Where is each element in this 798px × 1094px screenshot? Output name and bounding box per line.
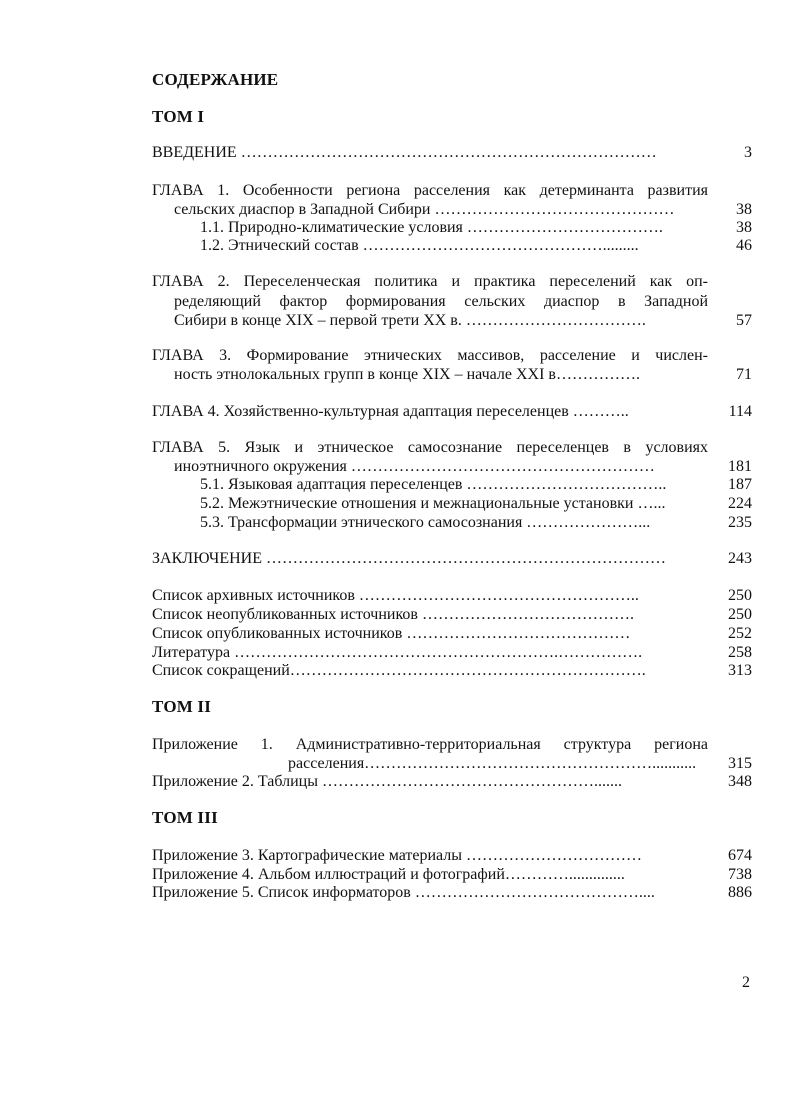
toc-page-number: 674 [728, 847, 752, 864]
toc-entry-intro[interactable] [152, 143, 712, 163]
volume-1-heading: ТОМ I [152, 107, 205, 126]
toc-page-number: 38 [736, 201, 752, 218]
volume-3-heading: ТОМ III [152, 808, 218, 827]
toc-page-number: 315 [728, 755, 752, 772]
toc-page-number: 235 [728, 514, 752, 531]
toc-page-number: 57 [736, 312, 752, 329]
toc-entry-text: 5.2. Межэтнические отношения и межнациональные установки …... [200, 495, 666, 512]
toc-entry-list[interactable] [152, 661, 712, 681]
toc-entry-text: Список опубликованных источников …………………………………… [152, 625, 631, 642]
toc-entry-chapter-2-cont: ределяющий фактор формирования сельских диаспор в Западной [174, 293, 708, 310]
toc-page-number: 71 [736, 366, 752, 383]
toc-entry-text: иноэтничного окружения ………………………………………………… [174, 458, 655, 475]
toc-entry-text: Список неопубликованных источников …………………………………. [152, 606, 634, 623]
toc-entry-chapter-4[interactable] [152, 402, 712, 422]
toc-entry-section-1-2[interactable] [200, 236, 710, 256]
toc-entry-list[interactable] [152, 605, 712, 625]
toc-entry-text: ГЛАВА 4. Хозяйственно-культурная адаптация переселенцев ……….. [152, 403, 629, 420]
toc-entry-appendix-4[interactable] [152, 865, 712, 885]
toc-page-number: 46 [736, 237, 752, 254]
contents-title: СОДЕРЖАНИЕ [152, 70, 279, 89]
toc-entry-text: ЗАКЛЮЧЕНИЕ ………………………………………………………………… [152, 550, 666, 567]
toc-entry-chapter-2[interactable]: ГЛАВА 2. Переселенческая политика и практика переселений как оп- [152, 273, 708, 290]
toc-page-number: 250 [728, 606, 752, 623]
toc-entry-section-5-3[interactable] [200, 513, 710, 533]
toc-page-number: 258 [728, 644, 752, 661]
toc-entry-text: ность этнолокальных групп в конце XIX – начале XXI в……………. [174, 366, 640, 383]
toc-entry-list[interactable] [152, 624, 712, 644]
toc-entry-text: 1.2. Этнический состав ………………………………………......... [200, 237, 639, 254]
toc-entry-appendix-5[interactable] [152, 883, 712, 903]
toc-page-number: 252 [728, 625, 752, 642]
page-number: 2 [742, 974, 750, 991]
toc-entry-appendix-2[interactable] [152, 772, 712, 792]
toc-entry-text: расселения………………………………………………........... [288, 755, 697, 772]
toc-entry-list[interactable] [152, 643, 712, 663]
toc-entry-chapter-2-cont [174, 311, 710, 331]
toc-entry-appendix-3[interactable] [152, 846, 712, 866]
toc-page-number: 3 [744, 144, 752, 161]
toc-entry-list[interactable] [152, 586, 712, 606]
toc-page-number: 181 [728, 458, 752, 475]
toc-page-number: 187 [728, 476, 752, 493]
toc-entry-text: 5.1. Языковая адаптация переселенцев ……………………………….. [200, 476, 667, 493]
toc-page-number: 250 [728, 587, 752, 604]
toc-page-number: 738 [728, 866, 752, 883]
toc-entry-text: Литература …………………………………………………….……………. [152, 644, 643, 661]
toc-entry-chapter-5[interactable]: ГЛАВА 5. Язык и этническое самосознание переселенцев в условиях [152, 439, 708, 456]
toc-entry-text: 5.3. Трансформации этнического самосознания …………………... [200, 514, 651, 531]
toc-page-number: 224 [728, 495, 752, 512]
toc-page-number: 38 [736, 219, 752, 236]
toc-page-number: 886 [728, 884, 752, 901]
toc-entry-appendix-1-cont [288, 754, 710, 774]
toc-entry-section-1-1[interactable] [200, 218, 710, 238]
toc-entry-chapter-1[interactable]: ГЛАВА 1. Особенности региона расселения как детерминанта развития [152, 182, 708, 199]
toc-entry-chapter-3[interactable]: ГЛАВА 3. Формирование этнических массивов, расселение и числен- [152, 347, 708, 364]
toc-entry-appendix-1[interactable]: Приложение 1. Административно-территориальная структура региона [152, 736, 708, 753]
toc-entry-chapter-3-cont [174, 365, 710, 385]
toc-entry-chapter-5-cont [174, 457, 710, 477]
toc-entry-text: ВВЕДЕНИЕ …………………………………………………………………… [152, 144, 657, 161]
toc-entry-text: Сибири в конце XIX – первой трети XX в. ……………………………. [174, 312, 646, 329]
toc-page-number: 243 [728, 550, 752, 567]
toc-entry-text: 1.1. Природно-климатические условия ………………………………. [200, 219, 663, 236]
toc-entry-conclusion[interactable] [152, 549, 712, 569]
toc-entry-section-5-2[interactable] [200, 494, 710, 514]
toc-page-number: 114 [728, 403, 752, 420]
toc-entry-text: Список архивных источников …………………………………………….. [152, 587, 639, 604]
toc-entry-text: Список сокращений…………………………………………………………. [152, 662, 646, 679]
toc-entry-text: сельских диаспор в Западной Сибири ……………………………………… [174, 201, 675, 218]
toc-page-number: 348 [728, 773, 752, 790]
toc-entry-section-5-1[interactable] [200, 475, 710, 495]
toc-page-number: 313 [728, 662, 752, 679]
toc-entry-text: Приложение 4. Альбом иллюстраций и фотографий………….............. [152, 866, 625, 883]
toc-entry-text: Приложение 5. Список информаторов …………………………………….... [152, 884, 655, 901]
toc-entry-text: Приложение 3. Картографические материалы …………………………… [152, 847, 643, 864]
toc-entry-text: Приложение 2. Таблицы ……………………………………………....... [152, 773, 622, 790]
toc-entry-chapter-1-cont [174, 200, 710, 220]
volume-2-heading: ТОМ II [152, 697, 212, 716]
